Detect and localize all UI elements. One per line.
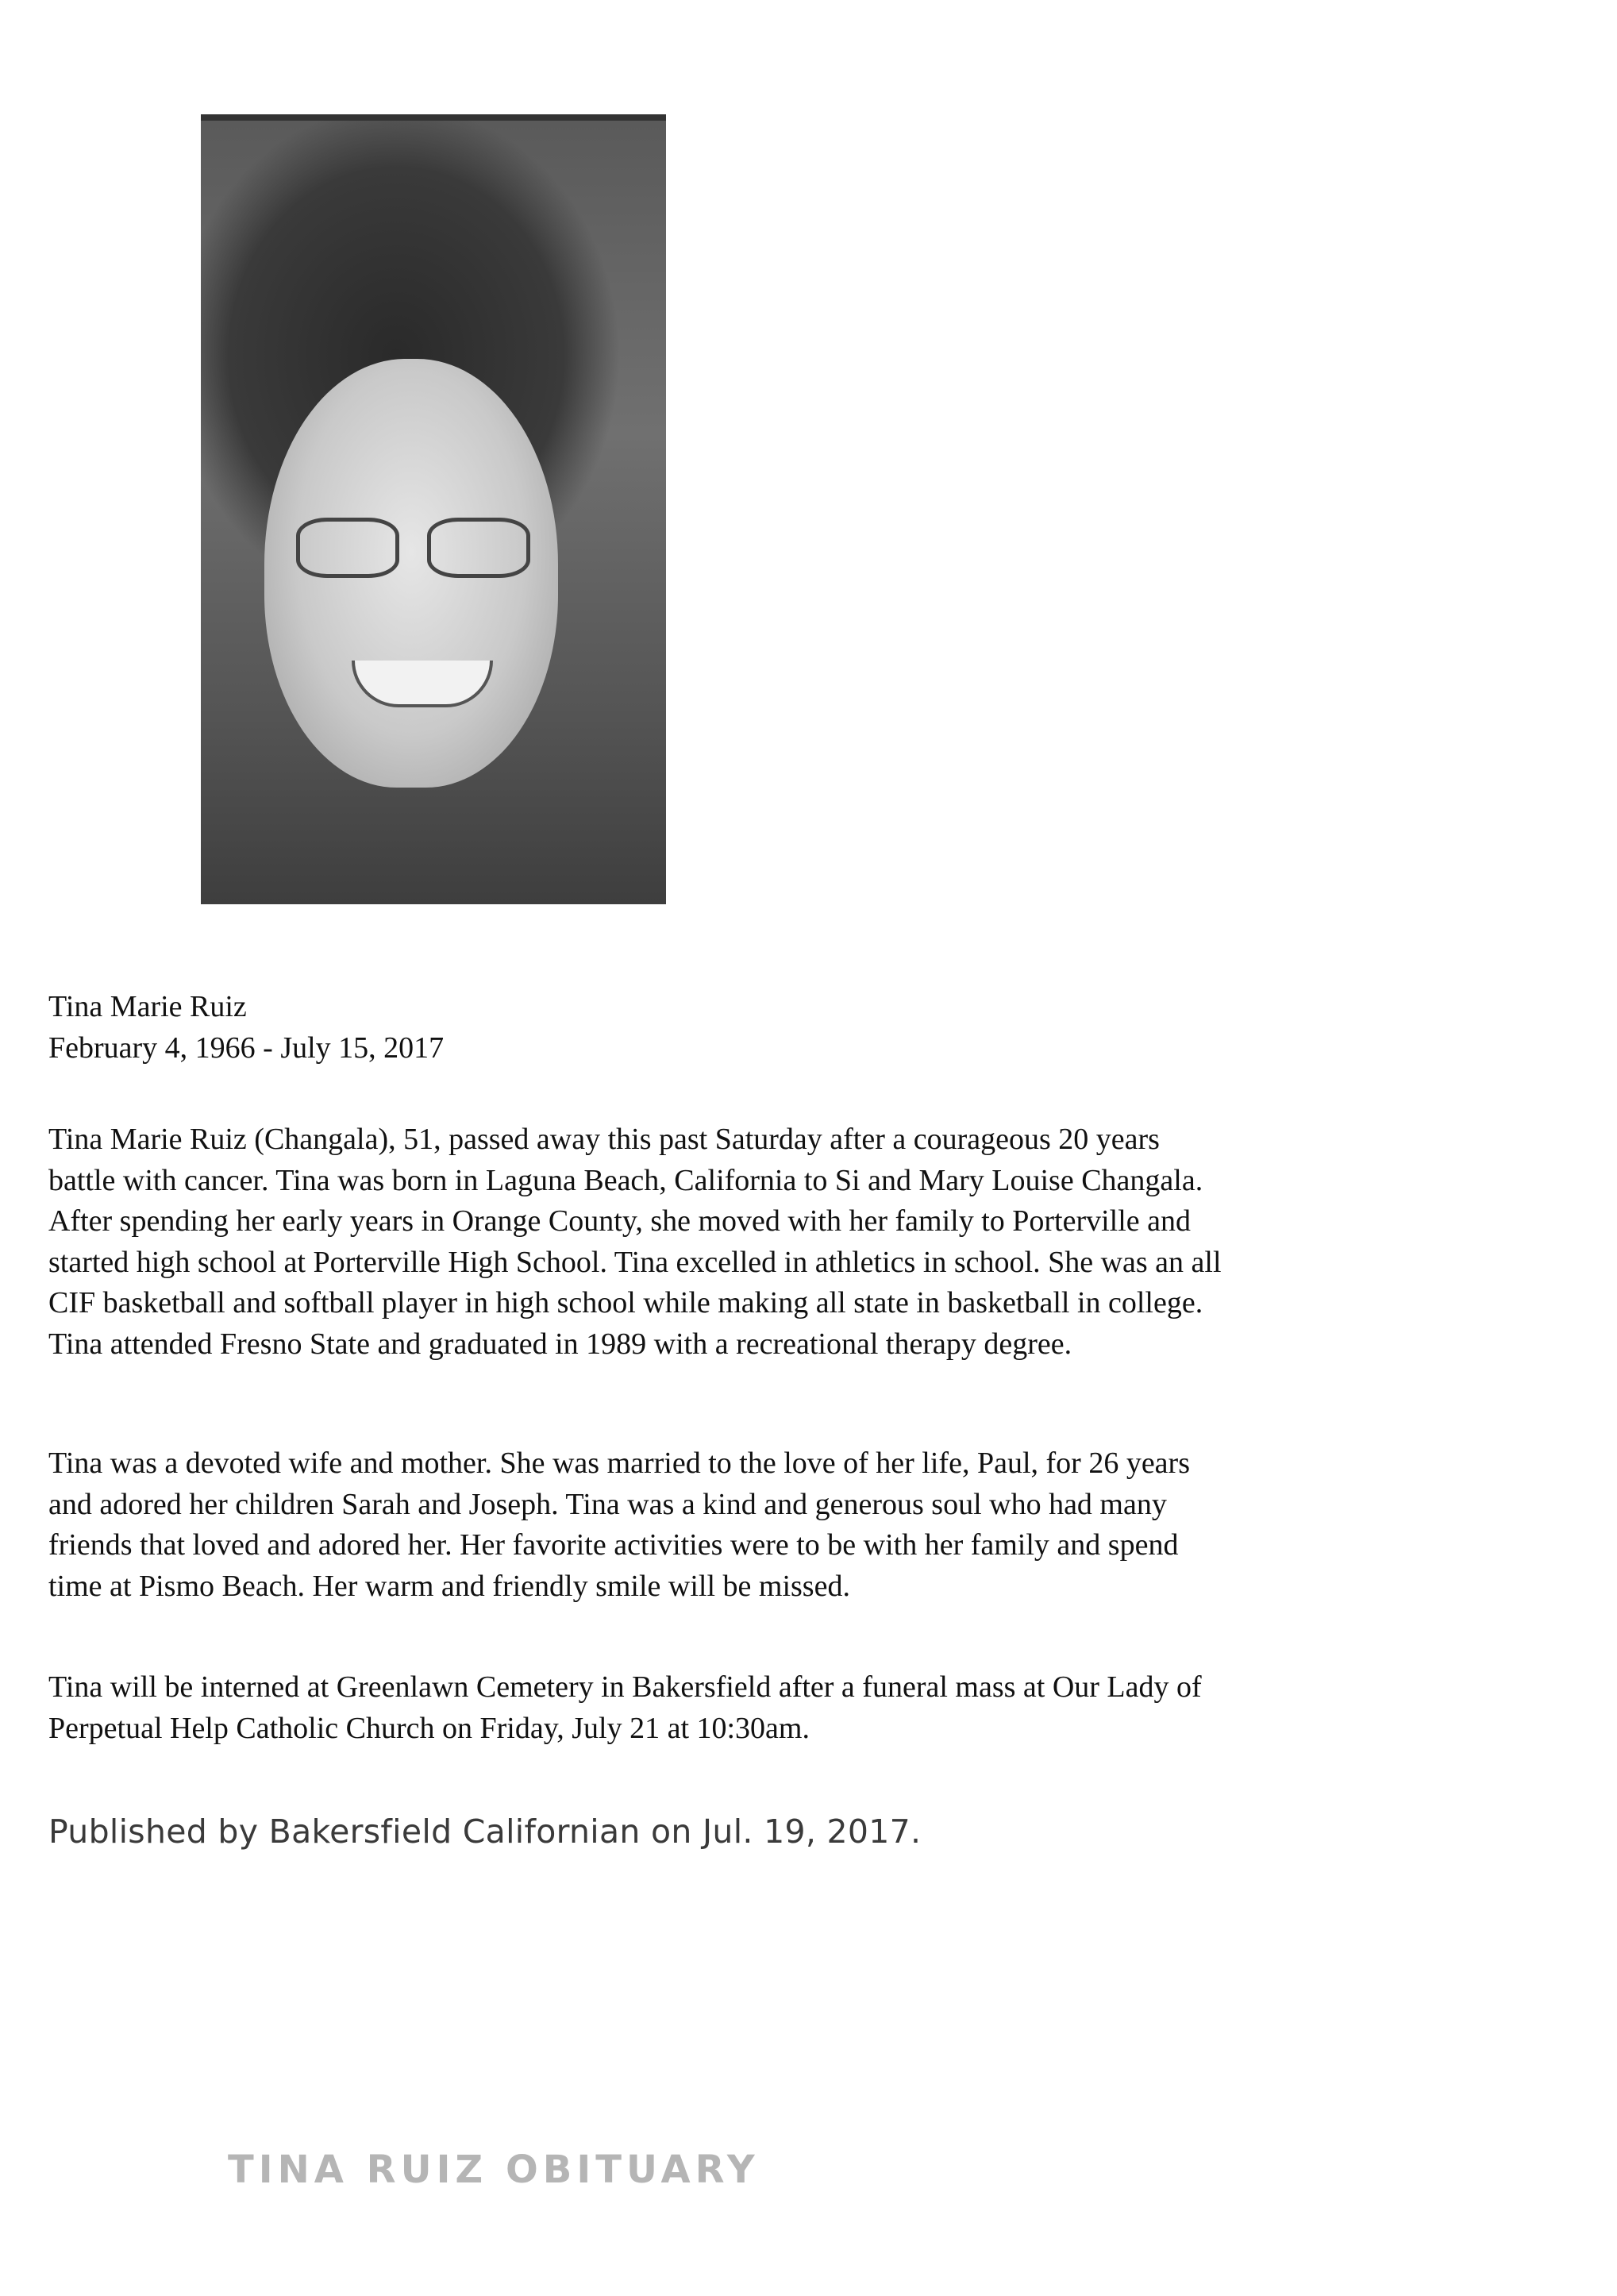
paragraph-3 [48, 1667, 1202, 1749]
text-line: time at Pismo Beach. Her warm and friendly smile will be missed. [48, 1569, 850, 1603]
lens-right [427, 518, 530, 578]
text-line: After spending her early years in Orange County, she moved with her family to Porterville and [48, 1204, 1192, 1238]
text-line: Perpetual Help Catholic Church on Friday, July 21 at 10:30am. [48, 1711, 810, 1745]
text-line: battle with cancer. Tina was born in Laguna Beach, California to Si and Mary Louise Changala. [48, 1163, 1203, 1197]
glasses [296, 518, 526, 573]
obituary-heading [48, 987, 444, 1069]
text-line: friends that loved and adored her. Her favorite activities were to be with her family and spend [48, 1528, 1179, 1562]
life-dates: February 4, 1966 - July 15, 2017 [48, 1031, 445, 1065]
face [264, 359, 558, 788]
text-line: CIF basketball and softball player in high school while making all state in basketball in college. [48, 1286, 1203, 1319]
text-line: Tina was a devoted wife and mother. She was married to the love of her life, Paul, for 26 years [48, 1447, 1190, 1480]
lens-left [296, 518, 399, 578]
text-line: Tina will be interned at Greenlawn Cemetery in Bakersfield after a funeral mass at Our Lady of [48, 1670, 1202, 1704]
text-line: and adored her children Sarah and Joseph. Tina was a kind and generous soul who had many [48, 1487, 1167, 1521]
paragraph-1 [48, 1119, 1222, 1365]
text-line: Tina Marie Ruiz (Changala), 51, passed away this past Saturday after a courageous 20 years [48, 1123, 1160, 1156]
footer-title: TINA RUIZ OBITUARY [228, 2148, 760, 2192]
paragraph-2 [48, 1443, 1190, 1607]
text-line: Tina attended Fresno State and graduated in 1989 with a recreational therapy degree. [48, 1327, 1072, 1361]
text-line: started high school at Porterville High School. Tina excelled in athletics in school. She was an all [48, 1245, 1222, 1279]
portrait-photo [201, 114, 666, 904]
publication-credit: Published by Bakersfield Californian on Jul. 19, 2017. [48, 1813, 922, 1851]
smile [352, 661, 493, 707]
deceased-name: Tina Marie Ruiz [48, 990, 247, 1023]
